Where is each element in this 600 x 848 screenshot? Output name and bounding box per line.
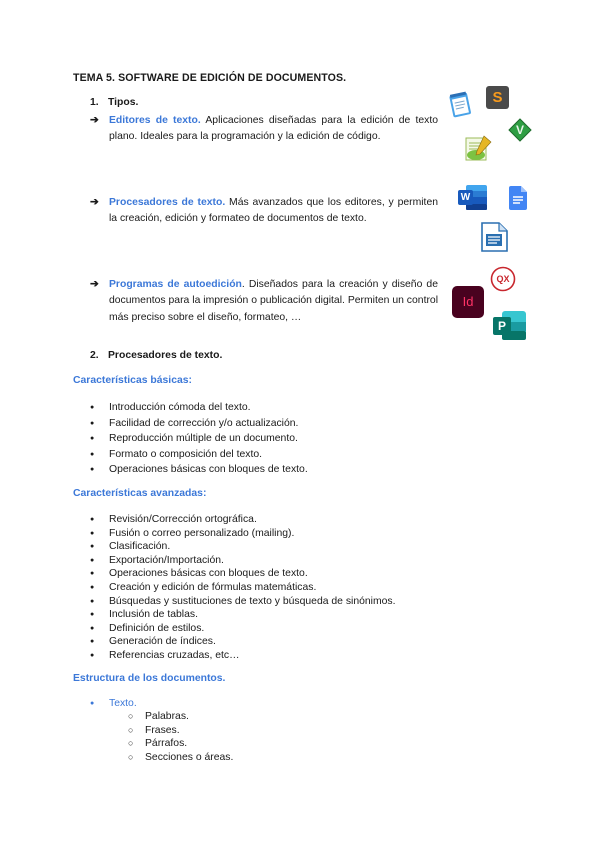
list-item: ● Búsquedas y sustituciones de texto y búsqueda de sinónimos. (90, 595, 396, 609)
type-head: Editores de texto. (109, 115, 201, 126)
section-2-heading (90, 350, 222, 361)
structure-sublist (128, 710, 233, 764)
libreoffice-writer-icon (481, 222, 508, 252)
notepad-plus-plus-icon (462, 132, 494, 164)
word-letter: W (460, 192, 471, 203)
list-item: ● Operaciones básicas con bloques de texto. (90, 567, 396, 581)
structure-list (90, 697, 137, 711)
list-item: ● Inclusión de tablas. (90, 608, 396, 622)
list-item-text: ● Texto. (90, 697, 137, 711)
section-1-heading (90, 97, 138, 108)
quarkxpress-icon (489, 266, 517, 292)
indesign-icon (452, 286, 484, 318)
list-item: ● Operaciones básicas con bloques de texto. (90, 462, 308, 478)
type-item-editors (90, 113, 438, 146)
section-2-number: 2. (90, 350, 99, 361)
type-text: Aplicaciones diseñadas para la edición de texto plano. Ideales para la programación y la edición de código. (109, 115, 438, 143)
page-title: TEMA 5. SOFTWARE DE EDICIÓN DE DOCUMENTOS. (73, 72, 347, 84)
type-item-desktop-publishing (90, 277, 438, 326)
list-item: ● Facilidad de corrección y/o actualización. (90, 416, 308, 432)
arrow-icon: ➔ (90, 197, 99, 208)
advanced-features-heading: Características avanzadas: (73, 488, 207, 499)
basic-features-list (90, 400, 308, 478)
basic-features-heading: Características básicas: (73, 375, 192, 386)
list-item: ● Revisión/Corrección ortográfica. (90, 513, 396, 527)
section-1-number: 1. (90, 97, 99, 108)
list-item: ● Generación de índices. (90, 635, 396, 649)
sub-list-item: ○ Frases. (128, 724, 233, 738)
type-text: Más avanzados que los editores, y permiten la creación, edición y formateo de documentos de texto. (109, 197, 438, 225)
type-head: Procesadores de texto. (109, 197, 226, 208)
sub-list-item: ○ Párrafos. (128, 737, 233, 751)
indesign-letters: Id (462, 294, 474, 309)
word-icon (458, 184, 488, 211)
vim-icon (508, 118, 532, 142)
sub-list-item: ○ Secciones o áreas. (128, 751, 233, 765)
list-item: ● Introducción cómoda del texto. (90, 400, 308, 416)
list-item: ● Exportación/Importación. (90, 554, 396, 568)
sublime-letter: S (492, 89, 503, 106)
type-item-processors (90, 195, 438, 228)
sub-list-item: ○ Palabras. (128, 710, 233, 724)
type-head: Programas de autoedición (109, 279, 242, 290)
list-item: ● Creación y edición de fórmulas matemáticas. (90, 581, 396, 595)
publisher-icon (493, 310, 527, 341)
publisher-letter: P (497, 319, 506, 333)
sublime-text-icon (486, 86, 509, 109)
advanced-features-list (90, 513, 396, 663)
list-item: ● Referencias cruzadas, etc… (90, 649, 396, 663)
notepad-icon (446, 90, 474, 118)
arrow-icon: ➔ (90, 115, 99, 126)
section-1-label: Tipos. (108, 97, 139, 108)
list-item: ● Definición de estilos. (90, 622, 396, 636)
vim-letter: V (515, 123, 524, 137)
section-2-label: Procesadores de texto. (108, 350, 223, 361)
list-item: ● Clasificación. (90, 540, 396, 554)
list-item: ● Reproducción múltiple de un documento. (90, 431, 308, 447)
list-item: ● Fusión o correo personalizado (mailing). (90, 527, 396, 541)
structure-heading: Estructura de los documentos. (73, 673, 226, 684)
google-docs-icon (509, 186, 527, 210)
quark-letters: QX (496, 274, 510, 284)
arrow-icon: ➔ (90, 279, 99, 290)
type-text: . Diseñados para la creación y diseño de documentos para la impresión o publicación digital. Permiten un control más preciso sobre el diseño, formateo, … (109, 279, 438, 323)
list-item: ● Formato o composición del texto. (90, 447, 308, 463)
